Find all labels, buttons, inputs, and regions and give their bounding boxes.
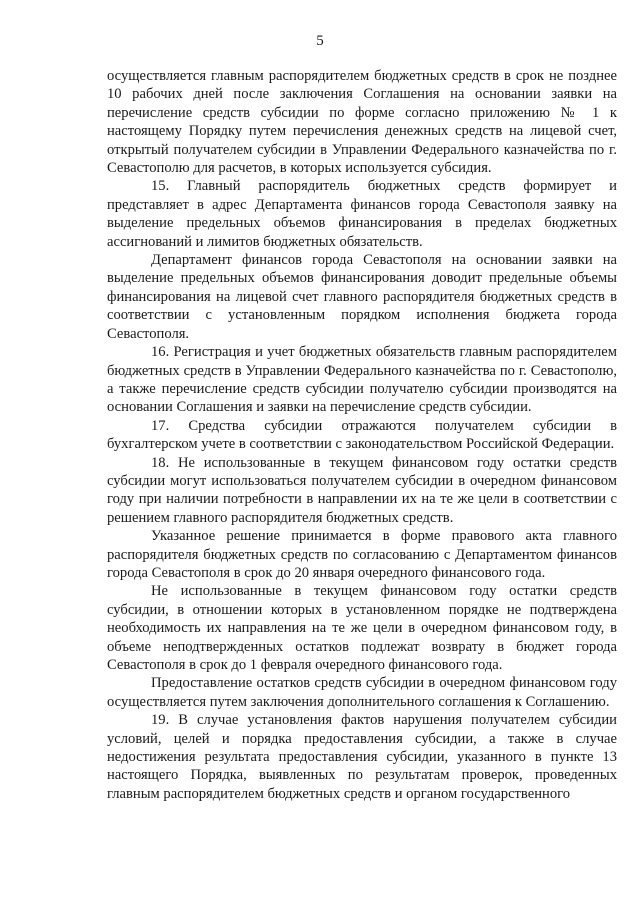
paragraph-item-16: 16. Регистрация и учет бюджетных обязательств главным распорядителем бюджетных средств в Управлении Федерального казначейства по г. Севастополю, а также перечисление средств субсидии получателю субсидии производятся на основании Соглашения и заявки на перечисление средств субсидии.: [107, 344, 617, 416]
paragraph-item-15: 15. Главный распорядитель бюджетных средств формирует и представляет в адрес Департамента финансов города Севастополя заявку на выделение предельных объемов финансирования в пределах бюджетных ассигнований и лимитов бюджетных обязательств.: [107, 178, 617, 250]
paragraph-item-18: 18. Не использованные в текущем финансовом году остатки средств субсидии могут использоваться получателем субсидии в очередном финансовом году при наличии потребности в направлении их на те же цели в соответствии с решением главного распорядителя бюджетных средств.: [107, 454, 617, 526]
paragraph-unused-balances: Не использованные в текущем финансовом году остатки средств субсидии, в отношении которых в установленном порядке не подтверждена необходимость их направления на те же цели в очередном финансовом году, в объеме неподтвержденных остатков подлежат возврату в бюджет города Севастополя в срок до 1 февраля очередного финансового года.: [107, 583, 617, 673]
paragraph-item-19: 19. В случае установления фактов нарушения получателем субсидии условий, целей и порядка предоставления субсидии, а также в случае недостижения результата предоставления субсидии, указанного в пункте 13 настоящего Порядка, выявленных по результатам проверок, проведенных главным распорядителем бюджетных средств и органом государственного: [107, 712, 617, 802]
document-body: [107, 67, 617, 803]
paragraph-finance-department: Департамент финансов города Севастополя на основании заявки на выделение предельных объемов финансирования доводит предельные объемы финансирования на лицевой счет главного распорядителя бюджетных средств в соответствии с установленным порядком исполнения бюджета города Севастополя.: [107, 252, 617, 342]
paragraph-item-17: 17. Средства субсидии отражаются получателем субсидии в бухгалтерском учете в соответствии с законодательством Российской Федерации.: [107, 417, 617, 453]
paragraph-balances-provision: Предоставление остатков средств субсидии в очередном финансовом году осуществляется путем заключения дополнительного соглашения к Соглашению.: [107, 675, 617, 710]
paragraph-continuation: осуществляется главным распорядителем бюджетных средств в срок не позднее 10 рабочих дней после заключения Соглашения на основании заявки на перечисление средств субсидии по форме согласно приложению № 1 к настоящему Порядку путем перечисления денежных средств на лицевой счет, открытый получателем субсидии в Управлении Федерального казначейства по г. Севастополю для расчетов, в которых используется субсидия.: [107, 68, 617, 177]
page-number: 5: [316, 33, 324, 49]
paragraph-decision: Указанное решение принимается в форме правового акта главного распорядителя бюджетных средств по согласованию с Департаментом финансов города Севастополя в срок до 20 января очередного финансового года.: [107, 528, 617, 581]
